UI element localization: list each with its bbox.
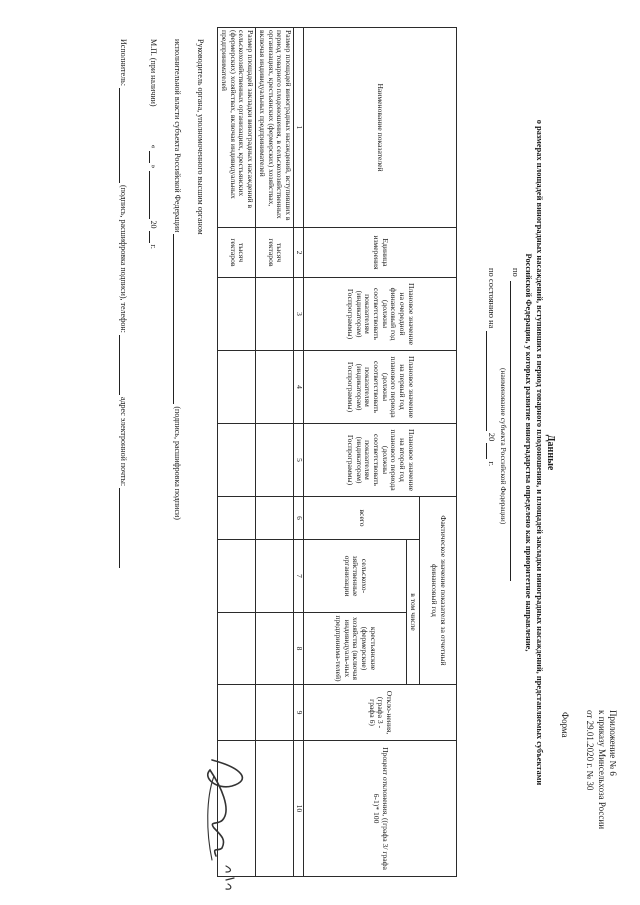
column-number: 5 (294, 424, 304, 497)
appendix-line: к приказу Минсельхоза России (596, 710, 607, 830)
col-header-agri-orgs: сельскохо-зяйственные организации (304, 540, 407, 613)
empty-cell[interactable] (218, 685, 256, 741)
column-number: 7 (294, 540, 304, 613)
empty-cell[interactable] (256, 540, 294, 613)
mp-label: М.П. (при наличии) (149, 39, 158, 107)
row-indicator-name: Размер площадей виноградных насаждений, вступивших в период товарного плодоношения, в сельскохозяйственных организациях, крестьянских (фермерских) хозяйствах, включая индивидуальных предпринимателей (256, 28, 294, 228)
row-unit: тысяч гектаров (218, 228, 256, 278)
email-blank[interactable] (119, 488, 129, 568)
table-column-numbers-row (294, 28, 304, 877)
col-header-fact: Фактическое значение показателя за отчетный финансовый год (420, 497, 457, 685)
handwritten-signature (182, 748, 272, 898)
col-header-plan-second: Плановое значение на второй год планового периода (должны соответствовать показателям (индикаторам) Госпрограммы) (304, 424, 457, 497)
po-label: по (510, 268, 521, 277)
col-header-farms: крестьянские (фермерские) хозяйства (включая индивидуаль-ных предпринима-телей) (304, 613, 407, 685)
head-signature-caption: (подпись, расшифровка подписи) (173, 406, 182, 520)
empty-cell[interactable] (256, 497, 294, 540)
executor-label: Исполнитель: (119, 39, 128, 86)
appendix-line: от 29.01.2020 г. № 30 (585, 710, 596, 791)
row-indicator-name: Размер площадей закладки виноградных насаждений в сельскохозяйственных организациях, крестьянских (фермерских) хозяйствах, включая индивидуальных предпринимателей (218, 28, 256, 228)
empty-cell[interactable] (218, 424, 256, 497)
col-header-plan-first: Плановое значение на первый год планового периода (должны соответствовать показателям (индикаторам) Госпрограммы) (304, 351, 457, 424)
empty-cell[interactable] (218, 278, 256, 351)
state-label: по состоянию на (486, 268, 497, 329)
empty-cell[interactable] (218, 540, 256, 613)
col-header-plan-current: Плановое значение на очередной финансовый год (должны соответствовать показателям (индикаторам) Госпрограммы) (304, 278, 457, 351)
state-date-field (486, 268, 496, 466)
col-header-including: в том числе (407, 540, 420, 685)
form-label: Форма (560, 712, 570, 738)
state-date-blank[interactable] (486, 331, 496, 431)
empty-cell[interactable] (256, 685, 294, 741)
row-unit: тысяч гектаров (256, 228, 294, 278)
document-subtitle-line-1: о размерах площадей виноградных насаждений, вступивших в период товарного плодоношения, и площадей закладки виноградных насаждений, представляемых субъектами (535, 119, 544, 786)
date-day-blank[interactable] (149, 151, 159, 163)
state-year: 20 (486, 432, 497, 442)
empty-cell[interactable] (256, 613, 294, 685)
state-year-suffix: г. (486, 461, 497, 467)
col-header-name: Наименование показателей (304, 28, 457, 228)
head-line-1: Руководитель органа, уполномоченного высшим органом (196, 39, 205, 235)
document-subtitle-line-2: Российской Федерации, у которых развитие виноградарства определено как приоритетное направление, (524, 253, 533, 652)
empty-cell[interactable] (256, 278, 294, 351)
executor-blank[interactable] (119, 88, 129, 183)
empty-cell[interactable] (218, 497, 256, 540)
appendix-line: Приложение № 6 (608, 710, 618, 776)
col-header-total: всего (304, 497, 420, 540)
head-signature-blank[interactable] (173, 234, 183, 404)
date-quote-close: » (149, 164, 158, 169)
phone-blank[interactable] (119, 335, 129, 395)
empty-cell[interactable] (256, 351, 294, 424)
email-label: адрес электронной почты: (119, 396, 128, 487)
subject-name-field (510, 268, 520, 581)
date-year: 20 (149, 220, 158, 229)
col-header-unit: Единица измерения (304, 228, 457, 278)
document-title: Данные (545, 434, 556, 471)
column-number: 1 (294, 28, 304, 228)
date-year-blank[interactable] (149, 231, 159, 243)
empty-cell[interactable] (218, 613, 256, 685)
column-number: 3 (294, 278, 304, 351)
subject-caption: (наименование субъекта Российской Федерации) (499, 368, 508, 525)
empty-cell[interactable] (218, 351, 256, 424)
mp-date-line (149, 39, 159, 249)
column-number: 9 (294, 685, 304, 741)
subject-name-blank[interactable] (510, 281, 520, 581)
date-suffix: г. (149, 244, 158, 249)
table-header-row (420, 28, 457, 877)
state-year-blank[interactable] (486, 443, 496, 459)
column-number: 6 (294, 497, 304, 540)
executor-caption: (подпись, расшифровка подписи), телефон: (119, 184, 128, 333)
executor-line (119, 39, 129, 568)
appendix-header (584, 710, 618, 829)
date-month-blank[interactable] (149, 171, 159, 219)
date-quote-open: « (149, 144, 158, 149)
column-number: 8 (294, 613, 304, 685)
column-number: 10 (294, 741, 304, 877)
head-line-2-text: исполнительной власти субъекта Российской Федерации (173, 39, 182, 233)
column-number: 4 (294, 351, 304, 424)
col-header-deviation: Откло-нения, (графа 3 - графа 6) (304, 685, 457, 741)
head-line-2 (173, 39, 183, 520)
empty-cell[interactable] (256, 424, 294, 497)
column-number: 2 (294, 228, 304, 278)
col-header-deviation-percent: Процент отклонения, ((графа 3/ графа 6-1)* 100 (304, 741, 457, 877)
